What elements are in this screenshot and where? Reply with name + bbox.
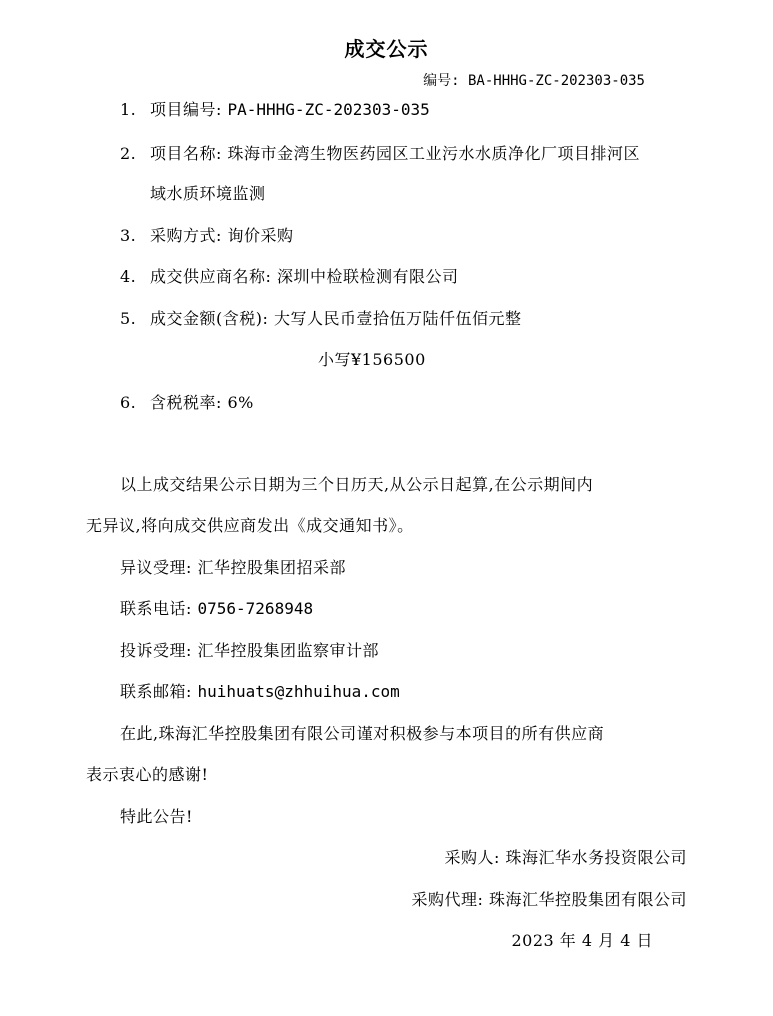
item-label: 成交供应商名称: (150, 267, 272, 286)
agent-value: 珠海汇华控股集团有限公司 (488, 890, 687, 909)
item-value: 珠海市金湾生物医药园区工业污水水质净化厂项目排河区 (227, 144, 641, 163)
purchaser-label: 采购人: (444, 848, 500, 867)
item-label: 项目编号: (150, 100, 222, 119)
purchaser-signature (444, 848, 687, 868)
objection-contact (120, 558, 346, 578)
thanks-paragraph-line2: 表示衷心的感谢! (86, 765, 209, 784)
notice-paragraph-line2: 无异议,将向成交供应商发出《成交通知书》。 (86, 516, 414, 535)
purchaser-value: 珠海汇华水务投资限公司 (505, 848, 687, 867)
announcement-date: 2023 年 4 月 4 日 (511, 931, 653, 950)
item-label: 采购方式: (150, 226, 222, 245)
item-value: 大写人民币壹拾伍万陆仟伍佰元整 (273, 309, 522, 328)
complaint-value: 汇华控股集团监察审计部 (197, 641, 380, 660)
item-tax-rate (120, 393, 254, 413)
item-project-name (120, 144, 640, 164)
email-value: huihuats@zhhuihua.com (197, 682, 400, 701)
closing-statement: 特此公告! (120, 807, 193, 826)
item-supplier-name (120, 267, 459, 287)
item-value: PA-HHHG-ZC-202303-035 (227, 100, 430, 119)
phone-label: 联系电话: (120, 599, 192, 618)
complaint-contact (120, 641, 379, 661)
reference-value: BA-HHHG-ZC-202303-035 (467, 73, 645, 89)
phone-contact (120, 599, 313, 619)
objection-value: 汇华控股集团招采部 (197, 558, 347, 577)
item-project-number (120, 100, 430, 120)
email-contact (120, 682, 400, 702)
complaint-label: 投诉受理: (120, 641, 192, 660)
notice-paragraph-line1: 以上成交结果公示日期为三个日历天,从公示日起算,在公示期间内 (120, 475, 594, 494)
reference-label: 编号: (423, 73, 460, 89)
objection-label: 异议受理: (120, 558, 192, 577)
agent-label: 采购代理: (411, 890, 484, 909)
item-number: 1. (120, 100, 137, 119)
email-label: 联系邮箱: (120, 682, 192, 701)
item-number: 4. (120, 267, 137, 286)
item-procurement-method (120, 226, 294, 246)
item-label: 项目名称: (150, 144, 222, 163)
reference-number (423, 70, 645, 90)
item-number: 5. (120, 309, 137, 328)
item-number: 6. (120, 393, 137, 412)
item-number: 3. (120, 226, 137, 245)
page-title: 成交公示 (344, 37, 429, 61)
phone-value: 0756-7268948 (197, 599, 314, 618)
agent-signature (411, 890, 687, 910)
item-transaction-amount (120, 309, 522, 329)
item-value: 深圳中检联检测有限公司 (277, 267, 459, 286)
item-number: 2. (120, 144, 137, 163)
item-value: 询价采购 (227, 226, 294, 245)
thanks-paragraph-line1: 在此,珠海汇华控股集团有限公司谨对积极参与本项目的所有供应商 (120, 724, 605, 743)
item-label: 成交金额(含税): (150, 309, 269, 328)
item-label: 含税税率: (150, 393, 222, 412)
item-project-name-continued: 域水质环境监测 (150, 184, 266, 203)
item-amount-small: 小写¥156500 (318, 350, 426, 369)
item-value: 6% (227, 393, 254, 412)
